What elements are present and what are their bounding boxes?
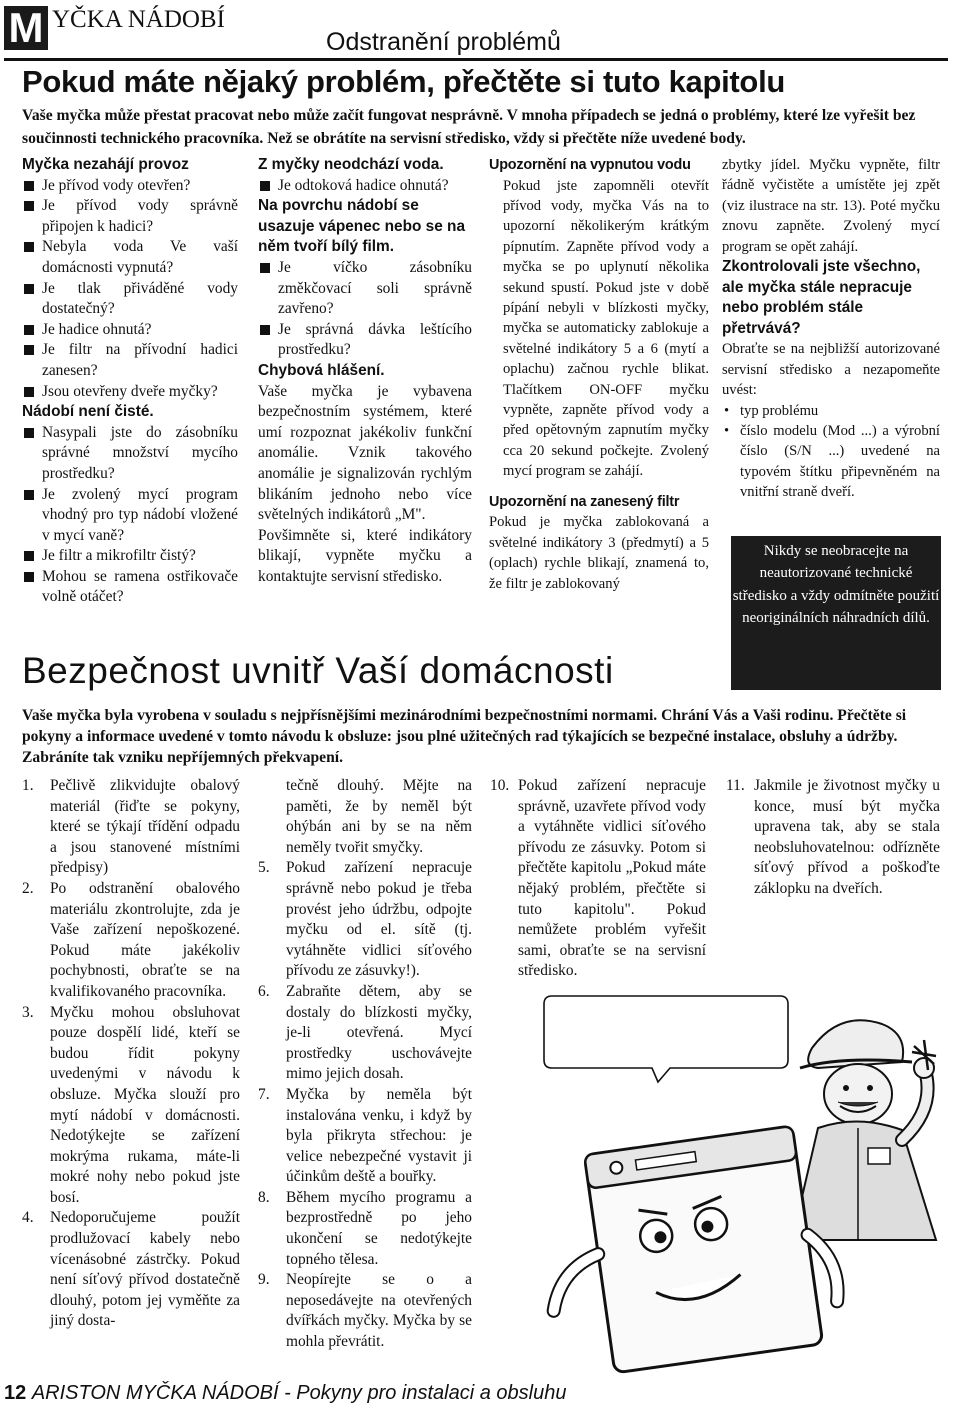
troubleshoot-column-1 [22,155,238,608]
speech-bubble [544,996,788,1082]
filter-continued-text: zbytky jídel. Myčku vypněte, filtr řádně vyčistěte a umístěte jej zpět (viz ilustrace na str. 13). Poté myčku znovu zapněte. Zvolený mycí program se opět zahájí. [722,157,940,255]
safety-item-continued: tečně dlouhý. Mějte na paměti, že by neměl být ohýbán ani by se na něm neměly tvořit smyčky. [286,777,472,856]
check-item: Nebyla voda Ve vaší domácnosti vypnutá? [22,237,238,278]
check-item: Je přívod vody otevřen? [22,176,238,197]
check-item: Je přívod vody správně připojen k hadici? [22,196,238,237]
page-subtitle: Odstranění problémů [326,28,561,56]
heading-water-off: Upozornění na vypnutou vodu [489,157,691,173]
head-shape [824,1064,892,1124]
check-item: Je správná dávka leštícího prostředku? [258,320,472,361]
heading-dishes-not-clean: Nádobí není čisté. [22,403,154,421]
troubleshoot-column-4 [722,155,940,503]
water-off-text: Pokud jste zapomněli otevřít přívod vody, myčka Vás na to upozorní několikerým krátkým pípnutím. Zapněte přívod vody a myčka se po uplynutí několika sekund spustí. Pokud jste v době pípání nebyli v blízkosti myčky, myčka se automaticky zablokuje a světelné indikátory 5 a 6 (mytí a oplachu) začnou rychle blikat. Tlačítkem ON-OFF myčku vypněte, zapněte přívod vody a před opětovným zapnutím myčky cca 20 sekund počkejte. Zvolený mycí program se zahájí. [503,177,709,480]
check-item: Je víčko zásobníku změkčovací soli správně zavřeno? [258,258,472,320]
safety-item: 8. Během mycího programu a bezprostředně po jeho ukončení se nedotýkejte topného tělesa. [258,1188,472,1268]
footer-brand: ARISTON MYČKA NÁDOBÍ [31,1382,279,1404]
section-title: YČKA NÁDOBÍ [52,6,225,33]
header-rule [4,58,948,61]
safety-list-column-1 [22,776,240,1332]
service-text: Obraťte se na nejbližší autorizované servisní středisko a nezapomeňte uvést: [722,341,940,399]
safety-title: Bezpečnost uvnitř Vaší domácnosti [22,650,614,691]
dishwasher-shape [540,1123,845,1378]
safety-item: 7. Myčka by neměla být instalována venku, i když by byla přikryta střechou: je velice nebezpečné vystavit ji účinkům deště a bouřky. [258,1085,472,1186]
page-title: Pokud máte nějaký problém, přečtěte si tuto kapitolu [22,64,786,99]
safety-list-column-4 [726,776,940,900]
technician-illustration [540,990,950,1378]
troubleshoot-column-2 [258,155,472,587]
check-item: Je filtr a mikrofiltr čistý? [22,546,238,567]
safety-list-column-2 [258,776,472,1353]
page-footer [4,1382,566,1405]
safety-item: 3. Myčku mohou obsluhovat pouze dospělí lidé, kteří se budou řídit pokyny uvedenými v návodu k obsluze. Myčka slouží pro mytí nádobí v domácnosti. Nedotýkejte se zařízení mokrýma rukama, máte-li mokré nohy nebo pokud jste bosí. [22,1003,240,1206]
heading-error-messages: Chybová hlášení. [258,361,385,379]
safety-item: 10. Pokud zařízení nepracuje správně, uzavřete přívod vody a vytáhněte vidlici síťového přívodu ze zásuvky. Potom si přečtěte kapitolu „Pokud máte nějaký problém, přečtěte si tuto kapitolu". Pokud nemůžete problém vyřešit sami, obraťte se na servisní středisko. [490,777,706,980]
heading-still-problem: Zkontrolovali jste všechno, ale myčka stále nepracuje nebo problém stále přetrvává? [722,258,921,337]
safety-item: 9. Neopírejte se o a neposedávejte na otevřených dvířkách myčky. Myčka by se mohla převrátit. [258,1271,472,1351]
heading-not-start: Myčka nezahájí provoz [22,156,189,173]
safety-item: 6. Zabraňte dětem, aby se dostaly do blízkosti myčky, je-li otevřená. Mycí prostředky uschovávejte mimo jejich dosah. [258,982,472,1083]
safety-item: 1. Pečlivě zlikvidujte obalový materiál (řiďte se pokyny, které se týkají třídění odpadu a jsou stanovené místními předpisy) [22,777,240,877]
bullet-icon: • [724,402,730,419]
bullet-icon: • [724,423,730,440]
troubleshoot-column-3 [489,155,709,594]
check-item: Mohou se ramena ostřikovače volně otáčet? [22,567,238,608]
body-shape [792,1121,936,1240]
safety-item: 2. Po odstranění obalového materiálu zkontrolujte, zda je Vaše zařízení nepoškozené. Pokud máte jakékoliv pochybnosti, obraťte se na kvalifikovaného pracovníka. [22,879,240,1000]
check-item: Jsou otevřeny dveře myčky? [22,382,238,403]
page-number: 12 [4,1382,27,1404]
check-item: Nasypali jste do zásobníku správné množství mycího prostředku? [22,423,238,485]
section-initial: M [4,6,48,50]
safety-list-column-3 [490,776,706,982]
safety-intro: Vaše myčka byla vyrobena v souladu s nejpřísnějšími mezinárodními bezpečnostními normami. Chrání Vás a Vaši rodinu. Přečtěte si pokyny a informace uvedené v tomto návodu k obsluze: jsou plné užitečných rad týkajících se bezpečné instalace, obsluhy a údržby. Zabráníte tak vzniku nepříjemných překvapení. [22,707,907,766]
heading-limescale: Na povrchu nádobí se usazuje vápenec nebo se na něm tvoří bílý film. [258,197,465,256]
info-item: • číslo modelu (Mod ...) a výrobní číslo (S/N ...) uvedené na typovém štítku připevněném na vnitřní straně dveří. [724,423,940,501]
footer-text: - Pokyny pro instalaci a obsluhu [278,1382,567,1404]
heading-no-drain: Z myčky neodchází voda. [258,156,444,173]
check-item: Je odtoková hadice ohnutá? [258,176,472,197]
warning-box: Nikdy se neobracejte na neautorizované technické středisko a vždy odmítněte použití neoriginálních náhradních dílů. [731,536,941,690]
info-item: • typ problému [722,401,940,421]
check-item: Je tlak přiváděné vody dostatečný? [22,279,238,320]
check-item: Je hadice ohnutá? [22,320,238,341]
call-service-text: Povšimněte si, které indikátory blikají, vypněte myčku a kontaktujte servisní středisko. [258,526,472,585]
safety-item: 5. Pokud zařízení nepracuje správně nebo pokud je třeba provést jeho údržbu, odpojte myčku od el. sítě (tj. vytáhněte vidlici síťového přívodu ze zásuvky!). [258,859,472,980]
safety-item: 4. Nedoporučujeme použít prodlužovací kabely nebo vícenásobné zástrčky. Pokud není síťový přívod dostatečně dlouhý, potom jej vyměňte za jiný dosta- [22,1209,240,1330]
intro-text: Vaše myčka může přestat pracovat nebo může začít fungovat nesprávně. V mnoha případech se jedná o problémy, které lze vyřešit bez součinnosti technického pracovníka. Než se obrátíte na servisní středisko, vždy si přečtěte níže uvedené body. [22,107,916,147]
clogged-filter-text: Pokud je myčka zablokovaná a světelné indikátory 3 (předmytí) a 5 (oplach) rychle blikají, znamená to, že filtr je zablokovaný [489,514,709,592]
check-item: Je filtr na přívodní hadici zanesen? [22,340,238,381]
safety-item: 11. Jakmile je životnost myčky u konce, musí být myčka upravena tak, aby se stala neobsluhovatelnou: odřízněte síťový přívod a poškoďte záklopku na dveřích. [726,777,940,897]
error-text: Vaše myčka je vybavena bezpečnostním systémem, které umí rozpoznat jakékoliv funkční anomálie. Vznik takového anomálie je signalizován rychlým blikáním jednoho nebo více světelných indikátorů „M". [258,382,472,524]
check-item: Je zvolený mycí program vhodný pro typ nádobí vložené v mycí vaně? [22,485,238,547]
heading-clogged-filter: Upozornění na zanesený filtr [489,493,680,510]
